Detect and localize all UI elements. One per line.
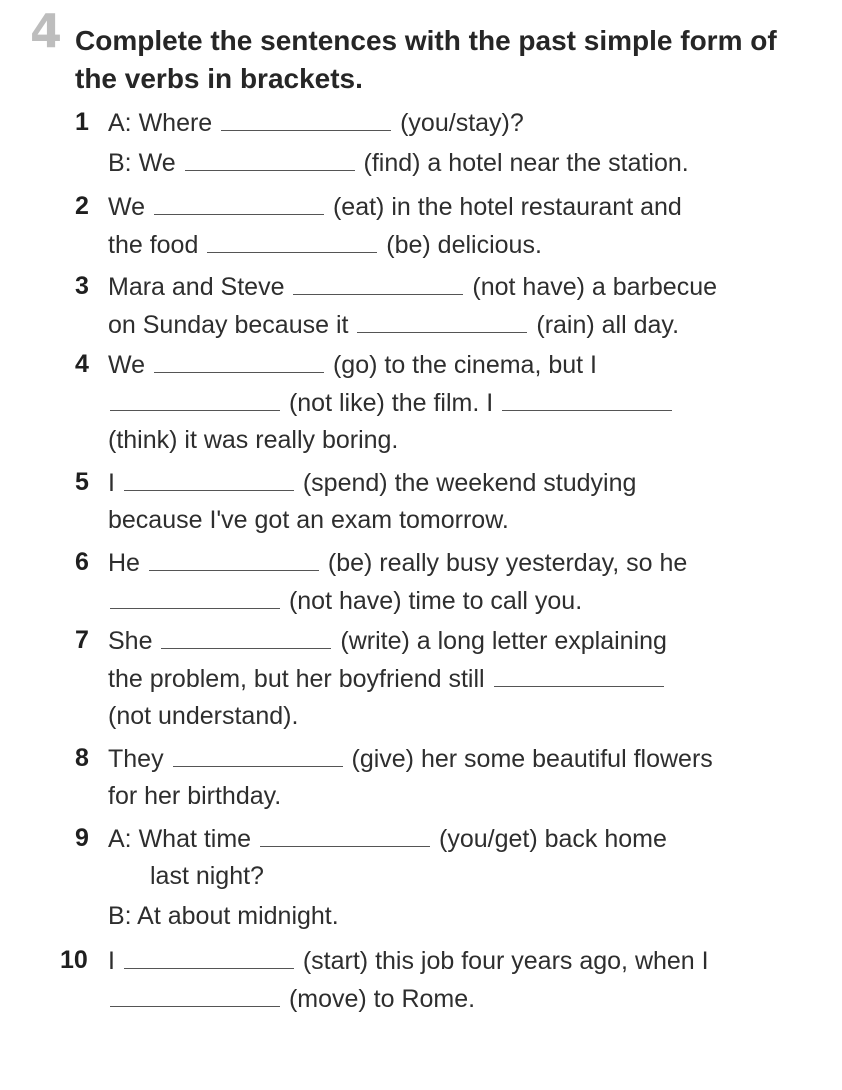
sentence-line <box>108 582 582 619</box>
sentence-text: He <box>108 549 140 577</box>
sentence-text: B: We <box>108 149 176 177</box>
sentence-line <box>108 898 339 934</box>
item-number: 6 <box>75 548 89 576</box>
sentence-text: (start) this job four years ago, when I <box>302 947 709 975</box>
sentence-line <box>108 422 398 458</box>
sentence-text: She <box>108 627 153 655</box>
item-number: 7 <box>75 626 89 654</box>
sentence-text: (eat) in the hotel restaurant and <box>332 193 682 221</box>
item-number: 4 <box>75 350 89 378</box>
sentence-text: (move) to Rome. <box>288 985 476 1013</box>
sentence-line <box>108 464 636 501</box>
sentence-text: A: Where <box>108 109 213 137</box>
answer-blank[interactable] <box>207 226 377 253</box>
sentence-text: We <box>108 351 146 379</box>
sentence-text: B: At about midnight. <box>108 902 339 930</box>
sentence-line <box>108 778 281 814</box>
answer-blank[interactable] <box>110 980 280 1007</box>
item-number: 8 <box>75 744 89 772</box>
sentence-line <box>108 346 597 383</box>
answer-blank[interactable] <box>161 622 331 649</box>
answer-blank[interactable] <box>124 464 294 491</box>
answer-blank[interactable] <box>154 346 324 373</box>
item-number: 3 <box>75 272 89 300</box>
answer-blank[interactable] <box>494 660 664 687</box>
sentence-line <box>108 104 524 141</box>
sentence-line <box>108 268 717 305</box>
sentence-text: Mara and Steve <box>108 273 285 301</box>
sentence-line <box>108 306 679 343</box>
sentence-text: (rain) all day. <box>536 311 680 339</box>
sentence-text: (give) her some beautiful flowers <box>351 745 713 773</box>
answer-blank[interactable] <box>154 188 324 215</box>
sentence-text: (go) to the cinema, but I <box>332 351 597 379</box>
item-number: 1 <box>75 108 89 136</box>
answer-blank[interactable] <box>110 384 280 411</box>
sentence-text: They <box>108 745 164 773</box>
item-number: 5 <box>75 468 89 496</box>
sentence-line <box>108 188 682 225</box>
answer-blank[interactable] <box>173 740 343 767</box>
exercise-instruction: Complete the sentences with the past simple form of the verbs in brackets. <box>75 25 777 94</box>
item-number: 2 <box>75 192 89 220</box>
answer-blank[interactable] <box>124 942 294 969</box>
sentence-text: on Sunday because it <box>108 311 349 339</box>
sentence-text: (find) a hotel near the station. <box>363 149 689 177</box>
sentence-line <box>108 226 542 263</box>
sentence-text: (you/get) back home <box>439 825 667 853</box>
sentence-text: (think) it was really boring. <box>108 426 399 454</box>
sentence-text: the problem, but her boyfriend still <box>108 665 485 693</box>
sentence-text: (you/stay)? <box>400 109 524 137</box>
answer-blank[interactable] <box>502 384 672 411</box>
sentence-text: (be) really busy yesterday, so he <box>327 549 688 577</box>
sentence-line <box>108 740 713 777</box>
sentence-line <box>108 544 687 581</box>
item-number: 10 <box>60 946 88 974</box>
sentence-text: (not like) the film. I <box>288 389 494 417</box>
sentence-text: (not have) time to call you. <box>288 587 583 615</box>
sentence-line <box>108 980 475 1017</box>
sentence-text: I <box>108 469 115 497</box>
answer-blank[interactable] <box>110 582 280 609</box>
sentence-line <box>108 502 509 538</box>
sentence-line <box>150 858 264 894</box>
sentence-text: last night? <box>150 862 264 890</box>
answer-blank[interactable] <box>260 820 430 847</box>
sentence-text: (write) a long letter explaining <box>340 627 667 655</box>
sentence-text: I <box>108 947 115 975</box>
answer-blank[interactable] <box>149 544 319 571</box>
sentence-text: (not understand). <box>108 702 299 730</box>
sentence-line <box>108 384 674 421</box>
sentence-line <box>108 622 667 659</box>
sentence-text: (not have) a barbecue <box>472 273 718 301</box>
sentence-line <box>108 144 689 181</box>
sentence-line <box>108 660 666 697</box>
answer-blank[interactable] <box>293 268 463 295</box>
answer-blank[interactable] <box>221 104 391 131</box>
sentence-text: for her birthday. <box>108 782 282 810</box>
sentence-text: (be) delicious. <box>386 231 542 259</box>
sentence-text: (spend) the weekend studying <box>302 469 637 497</box>
answer-blank[interactable] <box>357 306 527 333</box>
sentence-text: because I've got an exam tomorrow. <box>108 506 509 534</box>
sentence-text: the food <box>108 231 199 259</box>
answer-blank[interactable] <box>185 144 355 171</box>
sentence-line <box>108 698 298 734</box>
exercise-number: 4 <box>30 4 63 58</box>
item-number: 9 <box>75 824 89 852</box>
sentence-text: We <box>108 193 146 221</box>
sentence-line <box>108 820 667 857</box>
sentence-line <box>108 942 709 979</box>
sentence-text: A: What time <box>108 825 252 853</box>
